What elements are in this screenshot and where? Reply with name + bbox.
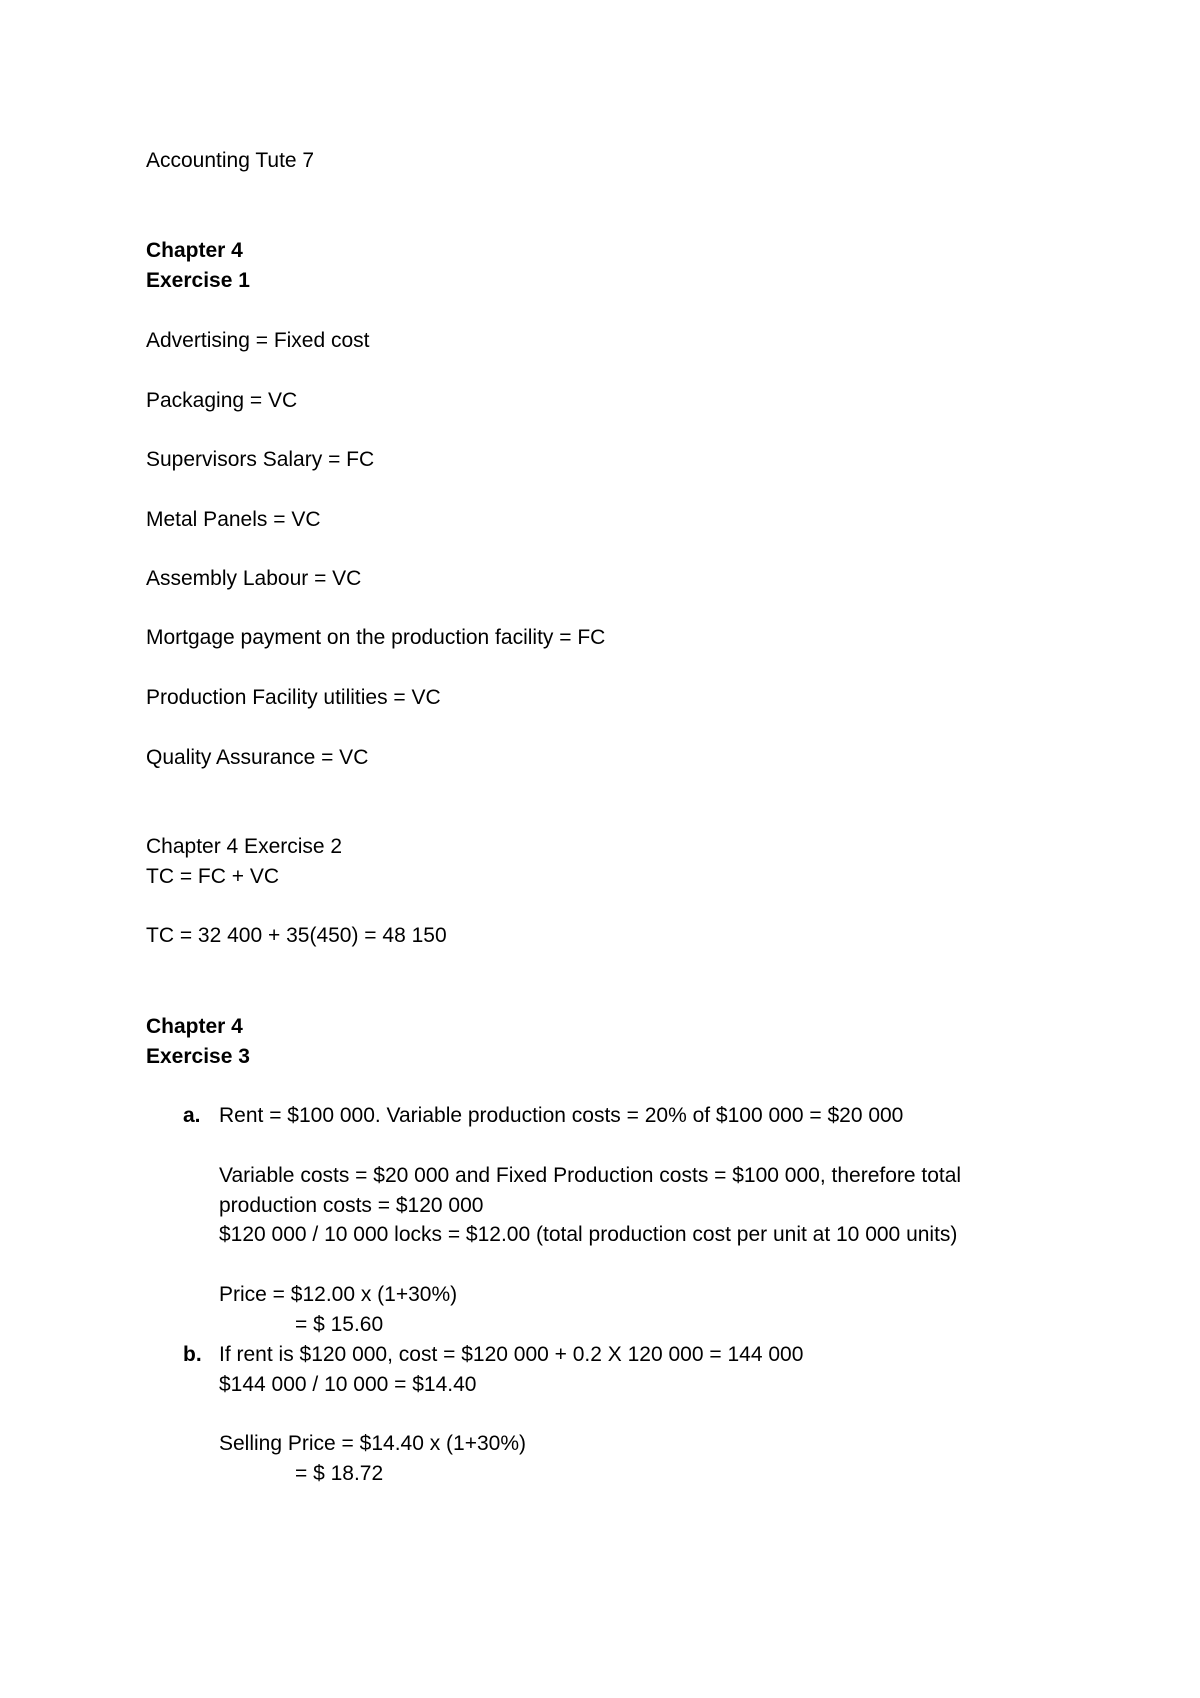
part-b-line: If rent is $120 000, cost = $120 000 + 0.2 X 120 000 = 144 000 xyxy=(219,1343,804,1366)
part-b-result: = $ 18.72 xyxy=(295,1462,384,1485)
ex1-exercise-heading: Exercise 1 xyxy=(146,269,250,292)
part-a-result: = $ 15.60 xyxy=(295,1313,384,1336)
part-b-line: $144 000 / 10 000 = $14.40 xyxy=(219,1373,477,1396)
ex1-item: Assembly Labour = VC xyxy=(146,567,362,590)
part-a-line: production costs = $120 000 xyxy=(219,1194,484,1217)
part-a-line: Price = $12.00 x (1+30%) xyxy=(219,1283,458,1306)
part-a-line: Variable costs = $20 000 and Fixed Production costs = $100 000, therefore total xyxy=(219,1164,962,1187)
part-b-line: Selling Price = $14.40 x (1+30%) xyxy=(219,1432,527,1455)
ex1-item: Quality Assurance = VC xyxy=(146,746,369,769)
ex3-exercise-heading: Exercise 3 xyxy=(146,1045,250,1068)
ex1-item: Supervisors Salary = FC xyxy=(146,448,375,471)
ex1-item: Mortgage payment on the production facility = FC xyxy=(146,626,606,649)
document-title: Accounting Tute 7 xyxy=(146,149,315,172)
ex3-chapter-heading: Chapter 4 xyxy=(146,1015,243,1038)
ex1-item: Production Facility utilities = VC xyxy=(146,686,441,709)
ex1-item: Metal Panels = VC xyxy=(146,508,321,531)
part-a-line: $120 000 / 10 000 locks = $12.00 (total production cost per unit at 10 000 units) xyxy=(219,1223,958,1246)
ex2-formula: TC = FC + VC xyxy=(146,865,280,888)
ex2-calculation: TC = 32 400 + 35(450) = 48 150 xyxy=(146,924,447,947)
ex1-item: Advertising = Fixed cost xyxy=(146,329,370,352)
ex1-chapter-heading: Chapter 4 xyxy=(146,239,243,262)
part-b-marker: b. xyxy=(183,1343,202,1366)
ex1-item: Packaging = VC xyxy=(146,389,298,412)
part-a-marker: a. xyxy=(183,1104,201,1127)
part-a-line: Rent = $100 000. Variable production costs = 20% of $100 000 = $20 000 xyxy=(219,1104,904,1127)
ex2-heading: Chapter 4 Exercise 2 xyxy=(146,835,343,858)
